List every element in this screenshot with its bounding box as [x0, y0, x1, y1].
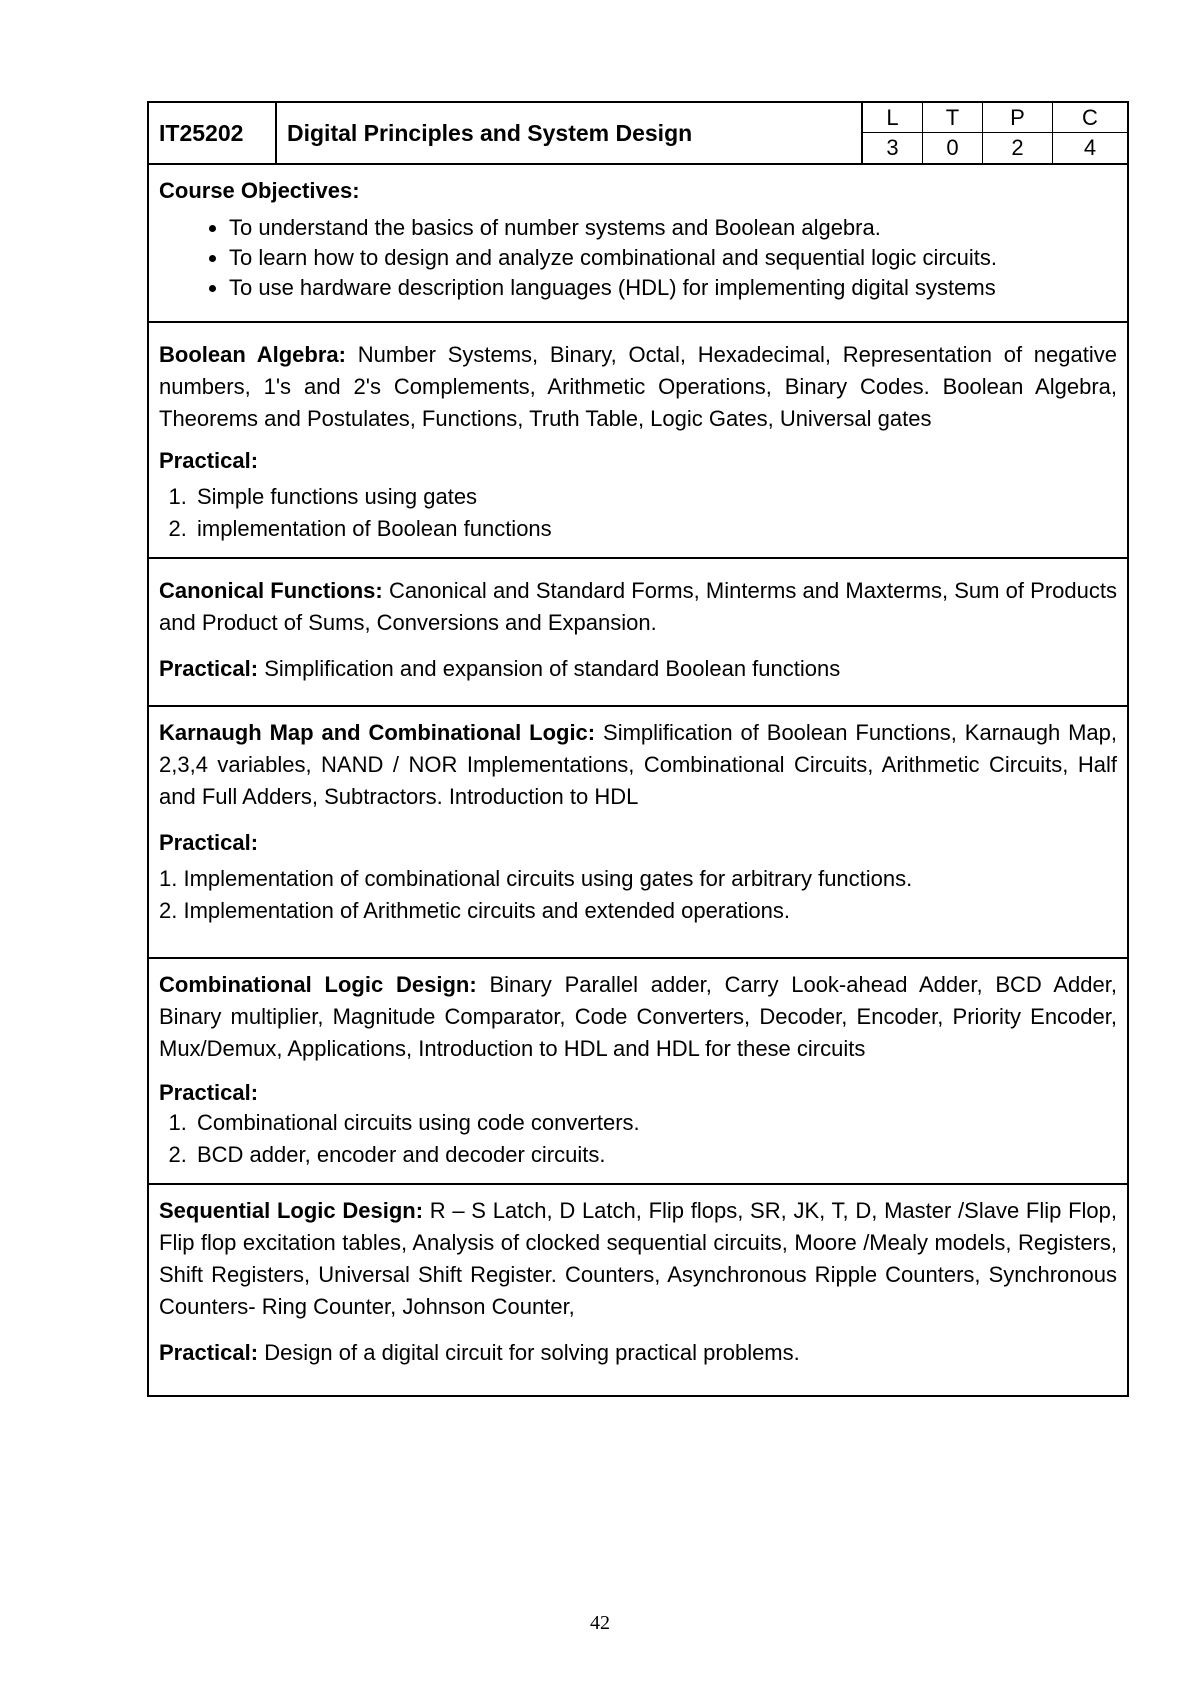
- course-header-row: [149, 103, 1127, 165]
- objectives-list: [159, 213, 1117, 303]
- objective-item: • To use hardware description languages (HDL) for implementing digital systems: [229, 273, 1117, 303]
- practical-heading: Practical:: [159, 1340, 259, 1365]
- unit-heading: Combinational Logic Design:: [159, 972, 477, 997]
- unit-description: [159, 969, 1117, 1065]
- unit-body: Simplification of Boolean Functions, Karnaugh Map, 2,3,4 variables, NAND / NOR Implementations, Combinational Circuits, Arithmetic Circuits, Half and Full Adders, Subtractors. Introduction to HDL: [159, 720, 1117, 809]
- objective-item: • To learn how to design and analyze combinational and sequential logic circuits.: [229, 243, 1117, 273]
- practical-line: [159, 1337, 1117, 1369]
- unit-body: R – S Latch, D Latch, Flip flops, SR, JK, T, D, Master /Slave Flip Flop, Flip flop excitation tables, Analysis of clocked sequential circuits, Moore /Mealy models, Registers, Shift Registers, Universal Shift Register. Counters, Asynchronous Ripple Counters, Synchronous Counters- Ring Counter, Johnson Counter,: [159, 1198, 1117, 1319]
- unit-description: [159, 1195, 1117, 1323]
- unit-heading: Karnaugh Map and Combinational Logic:: [159, 720, 596, 745]
- unit-heading: Boolean Algebra:: [159, 342, 346, 367]
- unit-heading: Canonical Functions:: [159, 578, 383, 603]
- unit-body: Number Systems, Binary, Octal, Hexadecimal, Representation of negative numbers, 1's and 2's Complements, Arithmetic Operations, Binary Codes. Boolean Algebra, Theorems and Postulates, Functions, Truth Table, Logic Gates, Universal gates: [159, 342, 1117, 431]
- unit-karnaugh-map: [149, 707, 1127, 959]
- unit-combinational-logic-design: [149, 959, 1127, 1185]
- ltpc-header-c: C: [1053, 103, 1127, 133]
- ltpc-value-p: 2: [983, 133, 1053, 163]
- page-number: 42: [590, 1612, 610, 1634]
- unit-description: [159, 339, 1117, 435]
- course-title: Digital Principles and System Design: [277, 103, 863, 163]
- unit-boolean-algebra: [149, 323, 1127, 559]
- practical-list: [159, 863, 1117, 927]
- objectives-heading: Course Objectives:: [159, 178, 360, 203]
- ltpc-value-l: 3: [863, 133, 923, 163]
- ltpc-value-t: 0: [923, 133, 983, 163]
- unit-body: Canonical and Standard Forms, Minterms and Maxterms, Sum of Products and Product of Sums, Conversions and Expansion.: [159, 578, 1118, 635]
- syllabus-table: [147, 101, 1129, 1397]
- practical-heading: Practical:: [159, 448, 259, 473]
- practical-item: 1. Combinational circuits using code converters.: [193, 1107, 1117, 1139]
- ltpc-header-l: L: [863, 103, 923, 133]
- practical-heading: Practical:: [159, 656, 259, 681]
- ltpc-grid: [863, 103, 1127, 163]
- practical-item: 2. implementation of Boolean functions: [193, 513, 1117, 545]
- practical-heading: Practical:: [159, 1080, 259, 1105]
- course-code: IT25202: [149, 103, 277, 163]
- practical-text: Design of a digital circuit for solving practical problems.: [264, 1340, 800, 1365]
- unit-canonical-functions: [149, 559, 1127, 707]
- practical-text: Simplification and expansion of standard Boolean functions: [264, 656, 841, 681]
- ltpc-header-t: T: [923, 103, 983, 133]
- objective-item: • To understand the basics of number systems and Boolean algebra.: [229, 213, 1117, 243]
- ltpc-value-c: 4: [1083, 135, 1097, 160]
- practical-list: [159, 481, 1117, 545]
- practical-list: [159, 1107, 1117, 1171]
- practical-item: 1. Implementation of combinational circuits using gates for arbitrary functions.: [159, 866, 913, 891]
- ltpc-header-p: P: [983, 103, 1053, 133]
- practical-item: 1. Simple functions using gates: [193, 481, 1117, 513]
- unit-sequential-logic-design: [149, 1185, 1127, 1395]
- practical-heading: Practical:: [159, 830, 259, 855]
- unit-description: [159, 575, 1117, 639]
- practical-item: 2. Implementation of Arithmetic circuits and extended operations.: [159, 898, 791, 923]
- practical-item: 2. BCD adder, encoder and decoder circuits.: [193, 1139, 1117, 1171]
- unit-description: [159, 717, 1117, 813]
- objectives-section: [149, 165, 1127, 323]
- unit-heading: Sequential Logic Design:: [159, 1198, 424, 1223]
- practical-line: [159, 653, 1117, 685]
- unit-body: Binary Parallel adder, Carry Look-ahead Adder, BCD Adder, Binary multiplier, Magnitude Comparator, Code Converters, Decoder, Encoder, Priority Encoder, Mux/Demux, Applications, Introduction to HDL and HDL for these circuits: [159, 972, 1117, 1061]
